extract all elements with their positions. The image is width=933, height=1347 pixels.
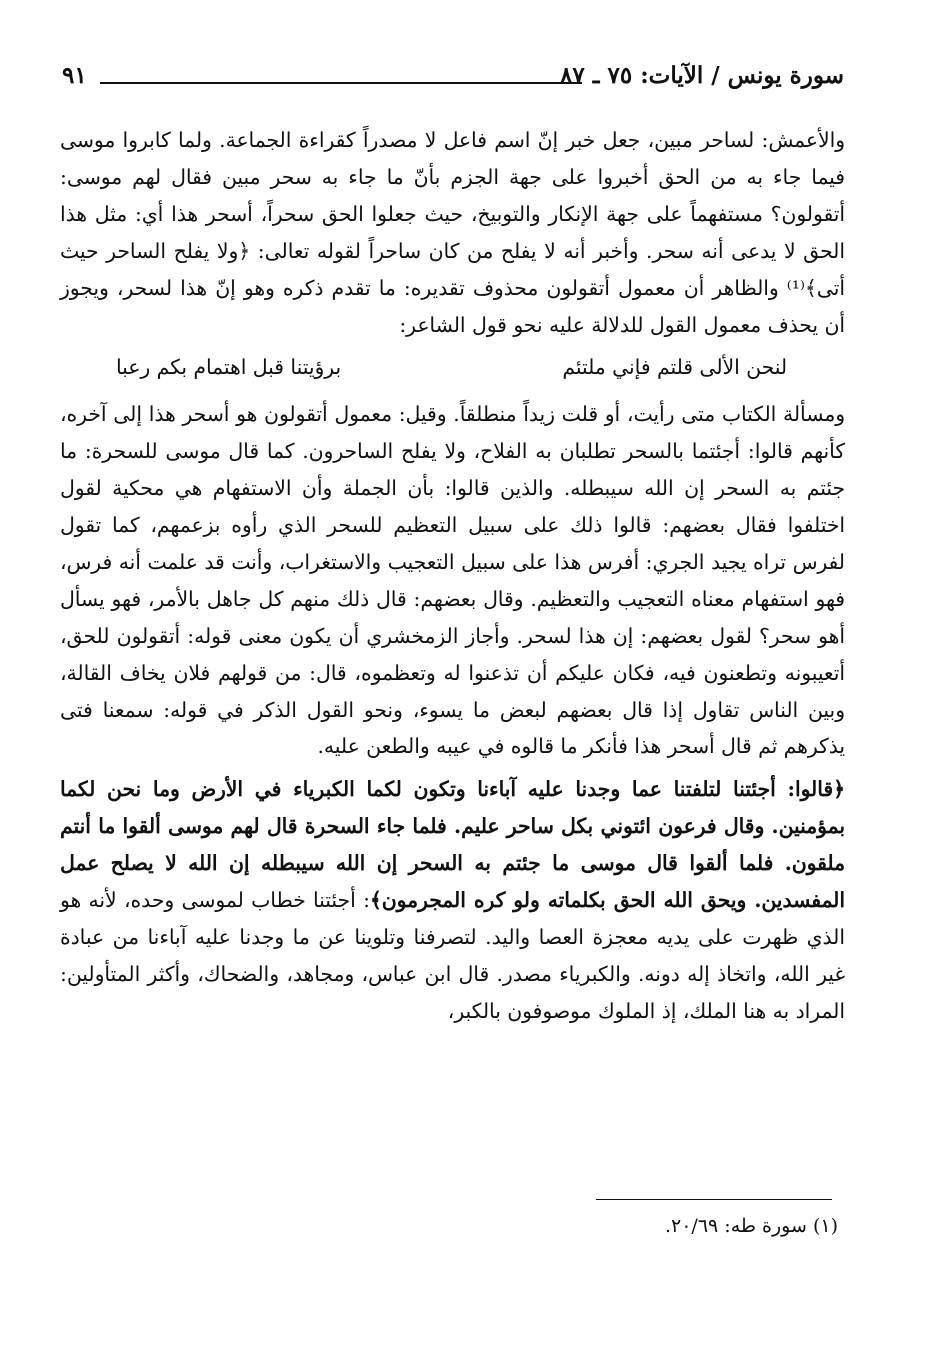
paragraph-3 xyxy=(60,771,845,1029)
header-rule xyxy=(100,82,582,84)
main-text xyxy=(60,122,845,1030)
paragraph-1: والأعمش: لساحر مبين، جعل خبر إنّ اسم فاعل لا مصدراً كقراءة الجماعة. ولما كابروا موسى فيما جاء به من الحق أخبروا على جهة الجزم بأنّ ما جاء به سحر مبين فقال لهم موسى: أتقولون؟ مستفهماً على جهة الإنكار والتوبيخ، حيث جعلوا الحق سحراً، أسحر هذا أي: مثل هذا الحق لا يدعى أنه سحر. وأخبر أنه لا يفلح من كان ساحراً لقوله تعالى: ﴿ولا يفلح الساحر حيث أتى﴾⁽¹⁾ والظاهر أن معمول أتقولون محذوف تقديره: ما تقدم ذكره وهو إنّ هذا لسحر، ويجوز أن يحذف معمول القول للدلالة عليه نحو قول الشاعر: xyxy=(60,128,845,337)
paragraph-2: ومسألة الكتاب متى رأيت، أو قلت زيداً منطلقاً. وقيل: معمول أتقولون هو أسحر هذا إلى آخره، كأنهم قالوا: أجئتما بالسحر تطلبان به الفلاح، ولا يفلح الساحرون. كما قال موسى للسحرة: ما جئتم به السحر إن الله سيبطله. والذين قالوا: بأن الجملة وأن الاستفهام هي محكية لقول اختلفوا فقال بعضهم: قالوا ذلك على سبيل التعظيم للسحر الذي رأوه بزعمهم، كما تقول لفرس تراه يجيد الجري: أفرس هذا على سبيل التعجيب والاستغراب، وأنت قد علمت أنه فرس، فهو استفهام معناه التعجيب والتعظيم. وقال بعضهم: قال ذلك منهم كل جاهل بالأمر، فهو يسأل أهو سحر؟ لقول بعضهم: إن هذا لسحر. وأجاز الزمخشري أن يكون معنى قوله: أتقولون للحق، أتعيبونه وتطعنون فيه، فكان عليكم أن تذعنوا له وتعظموه، قال: من قولهم فلان يخاف القالة، وبين الناس تقاول إذا قال بعضهم لبعض ما يسوء، ونحو القول الذكر في قوله: سمعنا فتى يذكرهم ثم قال أسحر هذا فأنكر ما قالوه في عيبه والطعن عليه. xyxy=(60,402,845,759)
page-number: ٩١ xyxy=(62,62,87,89)
commentary: : أجئتنا خطاب لموسى وحده، لأنه هو الذي ظهرت على يديه معجزة العصا واليد. لتصرفنا وتلوينا عن ما وجدنا عليه آباءنا من عبادة غير الله، واتخاذ إله دونه. والكبرياء مصدر. قال ابن عباس، ومجاهد، والضحاك، وأكثر المتأولين: المراد به هنا الملك، إذ الملوك موصوفون بالكبر، xyxy=(60,888,845,1023)
footnote-rule xyxy=(596,1199,832,1200)
page-header xyxy=(62,58,844,98)
footnote: (١) سورة طه: ٢٠/٦٩. xyxy=(664,1215,838,1237)
verse-first-hemistich: لنحن الألى قلتم فإني ملتئم xyxy=(562,355,787,380)
poetry-verse xyxy=(60,343,845,396)
verse-second-hemistich: برؤيتنا قبل اهتمام بكم رعبا xyxy=(116,355,342,380)
quran-verse: ﴿قالوا: أجئتنا لتلفتنا عما وجدنا عليه آباءنا وتكون لكما الكبرياء في الأرض وما نحن لكما بمؤمنين. وقال فرعون ائتوني بكل ساحر عليم. فلما جاء السحرة قال لهم موسى ألقوا ما أنتم ملقون. فلما ألقوا قال موسى ما جئتم به السحر إن الله سيبطله إن الله لا يصلح عمل المفسدين. ويحق الله الحق بكلماته ولو كره المجرمون﴾ xyxy=(60,777,845,913)
running-title: سورة يونس / الآيات: ٧٥ ـ ٨٧ xyxy=(559,62,844,89)
